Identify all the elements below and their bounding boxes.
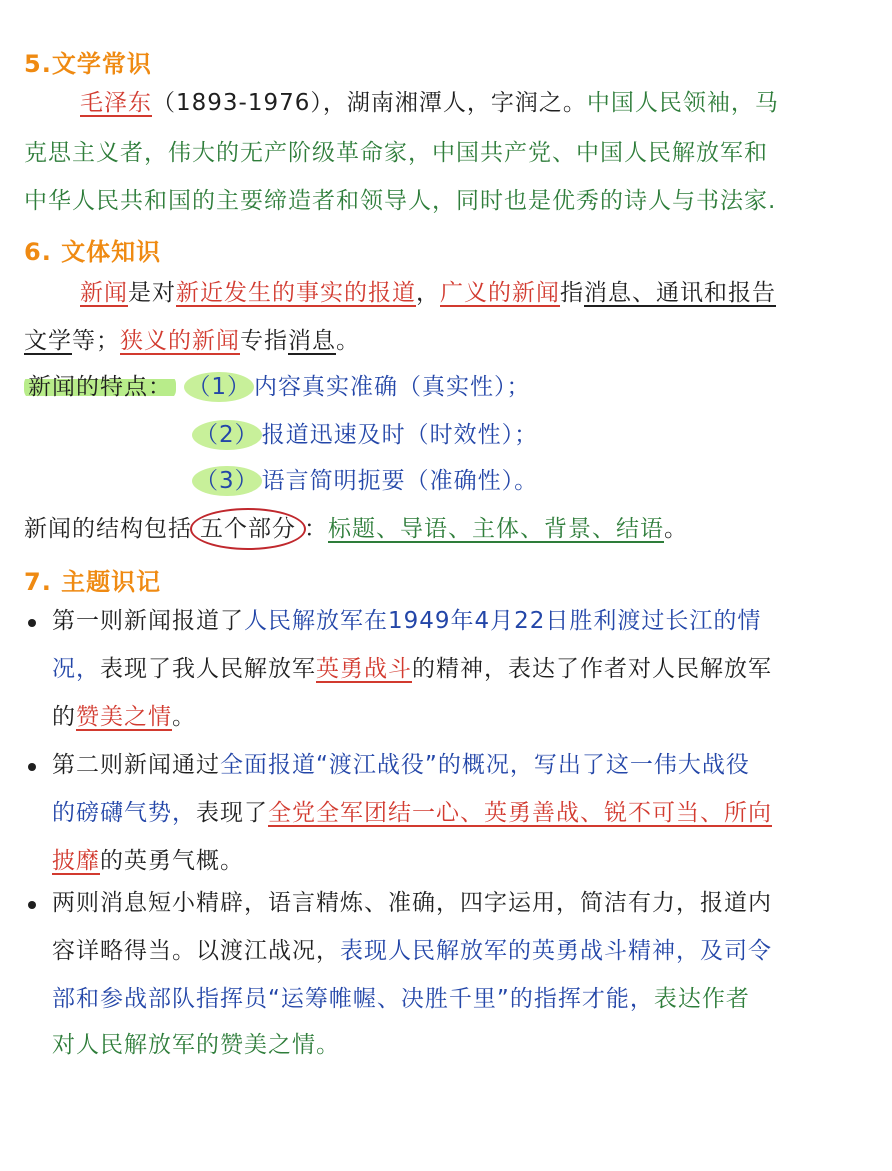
feature-1-number: （1） [184, 372, 254, 402]
s6-line-1-d: ， [416, 280, 440, 306]
feature-3-number: （3） [192, 466, 262, 496]
s6-features-line-2 [192, 420, 538, 450]
bullet-1 [28, 619, 36, 627]
s6-news-term: 新闻 [80, 280, 128, 306]
s6-line-2 [24, 326, 360, 356]
structure-colon: ： [304, 516, 328, 542]
b1-line-2-d: 的精神，表达了作者对人民解放军 [412, 656, 772, 682]
s5-line-3: 中华人民共和国的主要缔造者和领导人，同时也是优秀的诗人与书法家. [24, 188, 777, 214]
s5-line-1-b: （1893-1976），湖南湘潭人，字润之。 [152, 90, 587, 116]
s6-literature: 文学 [24, 328, 72, 354]
b3-line-2-b: 表现人民解放军的英勇战斗精神，及司令 [340, 938, 772, 964]
b2-line-3-b: 的英勇气概。 [100, 848, 244, 874]
b2-line-2-a: 的磅礴气势， [52, 800, 196, 826]
b1-line-2 [52, 654, 772, 684]
b2-unity-phrase: 全党全军团结一心、英勇善战、锐不可当、所向 [268, 800, 772, 826]
section-7-heading: 7. 主题识记 [24, 568, 162, 596]
s6-broad-types: 消息、通讯和报告 [584, 280, 776, 306]
s5-line-1 [80, 88, 779, 118]
structure-period: 。 [664, 516, 688, 542]
s6-line-2-b: 等； [72, 328, 120, 354]
b2-line-1-a: 第二则新闻通过 [52, 752, 220, 778]
b3-line-2-a: 容详略得当。以渡江战况， [52, 938, 340, 964]
b1-line-3-a: 的 [52, 704, 76, 730]
b2-line-2 [52, 798, 772, 828]
structure-parts: 标题、导语、主体、背景、结语 [328, 516, 664, 542]
features-label: 新闻的特点： [24, 374, 176, 400]
s6-line-1-f: 指 [560, 280, 584, 306]
b1-line-3 [52, 702, 196, 732]
s6-features-line-1 [24, 372, 530, 402]
b1-line-2-b: 表现了我人民解放军 [100, 656, 316, 682]
s6-broad-news: 广义的新闻 [440, 280, 560, 306]
b1-brave-fighting: 英勇战斗 [316, 656, 412, 682]
s6-narrow-type: 消息 [288, 328, 336, 354]
s6-line-1-b: 是对 [128, 280, 176, 306]
b3-line-2 [52, 936, 772, 966]
section-6-heading: 6. 文体知识 [24, 238, 162, 266]
b2-line-1-b: 全面报道“渡江战役”的概况，写出了这一伟大战役 [220, 752, 750, 778]
b3-line-4: 对人民解放军的赞美之情。 [52, 1032, 340, 1058]
bullet-2 [28, 763, 36, 771]
b3-line-3-a: 部和参战部队指挥员“运筹帷幄、决胜千里”的指挥才能， [52, 986, 654, 1012]
b1-line-1-b: 人民解放军在1949年4月22日胜利渡过长江的情 [244, 608, 762, 634]
b2-line-3 [52, 846, 244, 876]
s5-line-1-c: 中国人民领袖，马 [586, 90, 779, 116]
s6-features-line-3 [192, 466, 538, 496]
five-parts-circled: 五个部分 [190, 508, 306, 550]
s6-line-2-f: 。 [336, 328, 360, 354]
s6-line-2-d: 专指 [240, 328, 288, 354]
feature-2-number: （2） [192, 420, 262, 450]
b2-line-1 [52, 750, 750, 780]
b1-praise: 赞美之情 [76, 704, 172, 730]
b1-line-3-c: 。 [172, 704, 196, 730]
bullet-3 [28, 901, 36, 909]
feature-2-text: 报道迅速及时（时效性）； [261, 422, 539, 448]
b1-line-1-a: 第一则新闻报道了 [52, 608, 244, 634]
s5-line-2: 克思主义者，伟大的无产阶级革命家，中国共产党、中国人民解放军和 [24, 140, 768, 166]
s6-structure-line [24, 514, 688, 544]
s6-line-1 [80, 278, 776, 308]
b3-line-1: 两则消息短小精辟，语言精炼、准确，四字运用，简洁有力，报道内 [52, 890, 772, 916]
b1-line-2-a: 况， [52, 656, 100, 682]
feature-1-text: 内容真实准确（真实性）； [253, 374, 531, 400]
s6-narrow-news: 狭义的新闻 [120, 328, 240, 354]
b2-line-2-b: 表现了 [196, 800, 268, 826]
section-5-heading: 5.文学常识 [24, 50, 152, 78]
b2-line-3-a: 披靡 [52, 848, 100, 874]
person-name: 毛泽东 [80, 90, 152, 116]
b1-line-1 [52, 606, 761, 636]
b3-line-3-b: 表达作者 [653, 986, 750, 1012]
s6-news-definition: 新近发生的事实的报道 [176, 280, 416, 306]
b3-line-3 [52, 984, 750, 1014]
feature-3-text: 语言简明扼要（准确性）。 [261, 468, 539, 494]
structure-intro: 新闻的结构包括 [24, 516, 192, 542]
